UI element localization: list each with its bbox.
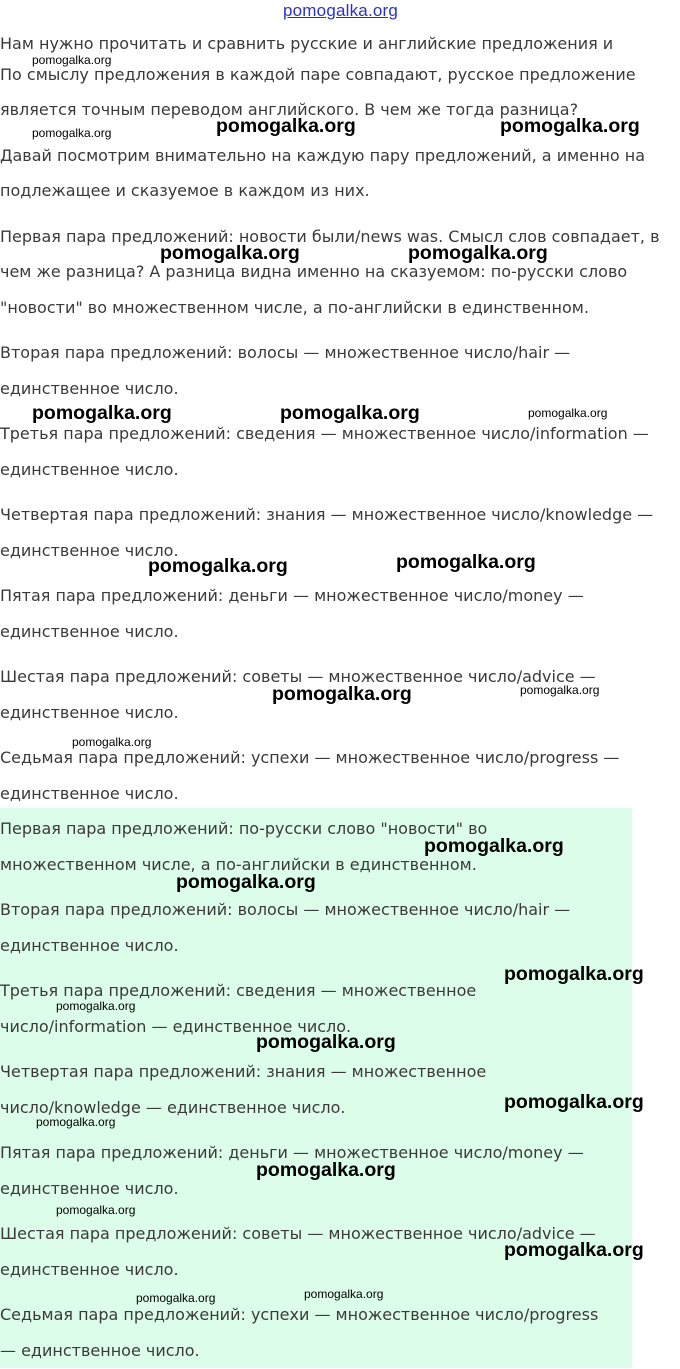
watermark: pomogalka.org	[256, 1031, 396, 1053]
answer-line: единственное число.	[0, 936, 179, 955]
text-line: единственное число.	[0, 460, 179, 479]
watermark: pomogalka.org	[176, 871, 316, 893]
watermark: pomogalka.org	[504, 963, 644, 985]
text-line: единственное число.	[0, 622, 179, 641]
site-link[interactable]: pomogalka.org	[283, 1, 399, 20]
watermark: pomogalka.org	[72, 735, 152, 749]
watermark: pomogalka.org	[136, 1291, 216, 1305]
answer-line: Третья пара предложений: сведения — множественное	[0, 981, 477, 1000]
watermark: pomogalka.org	[500, 115, 640, 137]
text-line: является точным переводом английского. В чем же тогда разница?	[0, 100, 579, 119]
answer-line: Первая пара предложений: по-русски слово "новости" во	[0, 819, 488, 838]
text-line: Четвертая пара предложений: знания — множественное число/knowledge —	[0, 505, 654, 524]
answer-line: Пятая пара предложений: деньги — множественное число/money —	[0, 1143, 584, 1162]
text-line: Первая пара предложений: новости были/news was. Смысл слов совпадает, в	[0, 227, 660, 246]
text-line: чем же разница? А разница видна именно на сказуемом: по-русски слово	[0, 262, 628, 281]
watermark: pomogalka.org	[408, 242, 548, 264]
answer-line: число/knowledge — единственное число.	[0, 1098, 346, 1117]
answer-line: единственное число.	[0, 1179, 179, 1198]
watermark: pomogalka.org	[280, 402, 420, 424]
watermark: pomogalka.org	[36, 1115, 116, 1129]
text-line: подлежащее и сказуемое в каждом из них.	[0, 181, 370, 200]
watermark: pomogalka.org	[272, 683, 412, 705]
text-line: Шестая пара предложений: советы — множественное число/advice —	[0, 667, 596, 686]
answer-line: Седьмая пара предложений: успехи — множественное число/progress	[0, 1305, 599, 1324]
watermark: pomogalka.org	[32, 402, 172, 424]
watermark: pomogalka.org	[216, 115, 356, 137]
watermark: pomogalka.org	[32, 126, 112, 140]
text-line: Нам нужно прочитать и сравнить русские и английские предложения и	[0, 34, 614, 53]
text-line: единственное число.	[0, 541, 179, 560]
answer-line: Четвертая пара предложений: знания — множественное	[0, 1062, 487, 1081]
watermark: pomogalka.org	[160, 242, 300, 264]
watermark: pomogalka.org	[32, 53, 112, 67]
text-line: Седьмая пара предложений: успехи — множественное число/progress —	[0, 748, 620, 767]
answer-line: — единственное число.	[0, 1341, 200, 1360]
text-line: единственное число.	[0, 784, 179, 803]
answer-line: Шестая пара предложений: советы — множественное число/advice —	[0, 1224, 596, 1243]
text-line: единственное число.	[0, 379, 179, 398]
text-line: Давай посмотрим внимательно на каждую пару предложений, а именно на	[0, 146, 646, 165]
watermark: pomogalka.org	[256, 1159, 396, 1181]
text-line: Пятая пара предложений: деньги — множественное число/money —	[0, 586, 584, 605]
answer-line: число/information — единственное число.	[0, 1017, 352, 1036]
watermark: pomogalka.org	[424, 835, 564, 857]
watermark: pomogalka.org	[56, 1203, 136, 1217]
text-line: единственное число.	[0, 703, 179, 722]
text-line: "новости" во множественном числе, а по-английски в единственном.	[0, 298, 589, 317]
watermark: pomogalka.org	[504, 1239, 644, 1261]
watermark: pomogalka.org	[56, 999, 136, 1013]
text-line: По смыслу предложения в каждой паре совпадают, русское предложение	[0, 65, 636, 84]
text-line: Третья пара предложений: сведения — множественное число/information —	[0, 424, 649, 443]
watermark: pomogalka.org	[148, 555, 288, 577]
answer-line: множественном числе, а по-английски в единственном.	[0, 855, 477, 874]
answer-line: Вторая пара предложений: волосы — множественное число/hair —	[0, 900, 571, 919]
watermark: pomogalka.org	[396, 551, 536, 573]
watermark: pomogalka.org	[528, 406, 608, 420]
answer-line: единственное число.	[0, 1260, 179, 1279]
watermark: pomogalka.org	[304, 1287, 384, 1301]
watermark: pomogalka.org	[504, 1091, 644, 1113]
watermark: pomogalka.org	[520, 683, 600, 697]
text-line: Вторая пара предложений: волосы — множественное число/hair —	[0, 343, 571, 362]
